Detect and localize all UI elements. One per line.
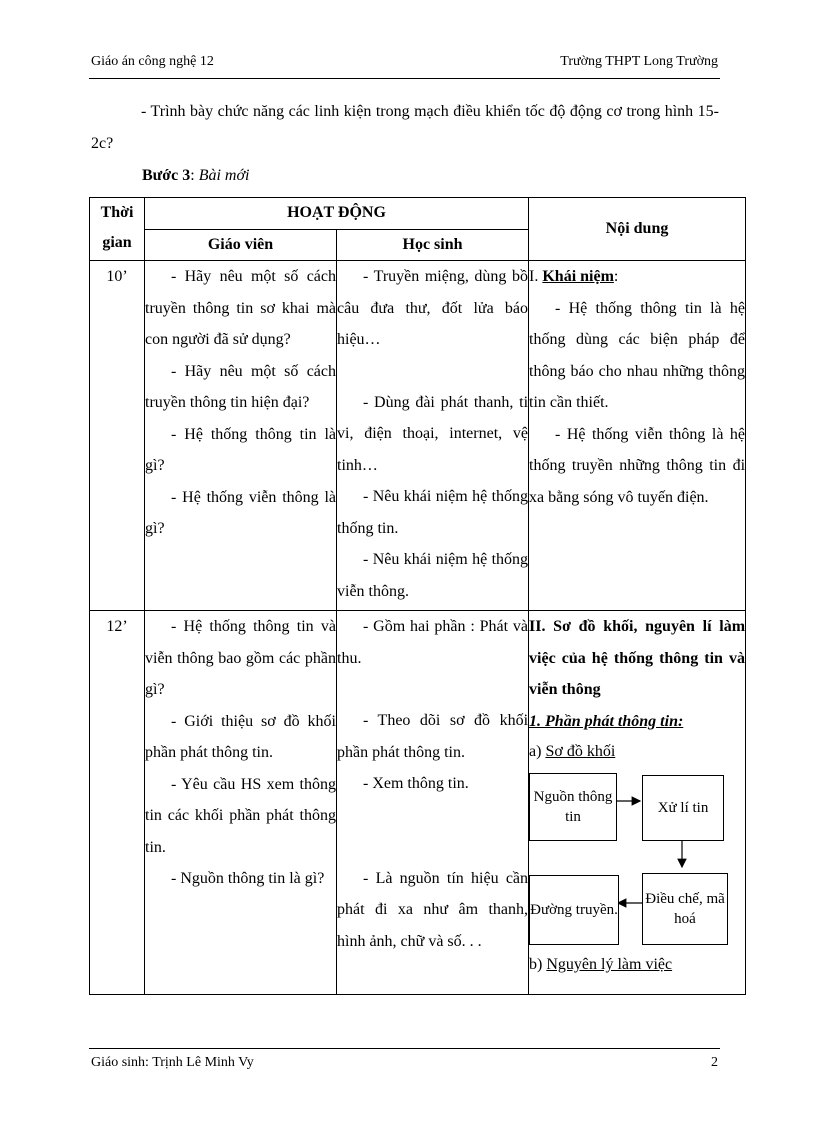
row1-teacher-3: - Hệ thống thông tin là gì? [145, 425, 336, 474]
diagram-label-prefix: a) [529, 743, 546, 760]
principle-label [529, 949, 745, 981]
header-activity: HOẠT ĐỘNG [145, 198, 529, 230]
content-heading-text: Khái niệm [542, 268, 614, 285]
section-title: II. Sơ đồ khối, nguyên lí làm việc của hệ thống thông tin và viễn thông [529, 618, 746, 698]
block-channel: Đường truyền. [529, 875, 619, 945]
step-heading [142, 160, 249, 192]
step-sep: : [190, 167, 199, 184]
header-time [90, 198, 145, 261]
row2-student-2: - Theo dõi sơ đồ khối phần phát thông tin. [337, 712, 529, 761]
row1-teacher-4: - Hệ thống viễn thông là gì? [145, 488, 336, 537]
row2-teacher-2: - Giới thiệu sơ đồ khối phần phát thông tin. [145, 712, 336, 761]
principle-prefix: b) [529, 956, 547, 973]
step-label: Bước 3 [142, 167, 191, 184]
content-heading-1 [529, 261, 745, 293]
row2-time: 12’ [90, 611, 145, 995]
row2-teacher [145, 611, 337, 995]
header-rule [89, 78, 720, 79]
row2-student-3: - Xem thông tin. [363, 775, 469, 792]
intro-question: - Trình bày chức năng các linh kiện trong mạch điều khiển tốc độ động cơ trong hình 15-2c? [91, 103, 719, 152]
content-definition-2: - Hệ thống viễn thông là hệ thống truyền những thông tin đi xa bằng sóng vô tuyến điện. [529, 425, 746, 506]
page-header [91, 54, 718, 74]
block-diagram [529, 769, 745, 945]
row1-student [337, 261, 529, 611]
row2-student [337, 611, 529, 995]
header-course: Giáo án công nghệ 12 [91, 54, 214, 69]
block-process: Xử lí tin [642, 775, 724, 841]
header-teacher: Giáo viên [145, 230, 337, 261]
header-content: Nội dung [529, 198, 746, 261]
row2-teacher-4: - Nguồn thông tin là gì? [171, 870, 325, 887]
footer-author: Giáo sinh: Trịnh Lê Minh Vy [91, 1055, 254, 1070]
row1-teacher-1: - Hãy nêu một số cách truyền thông tin sơ khai mà con người đã sử dụng? [145, 268, 336, 348]
lesson-table [89, 197, 746, 995]
principle-text: Nguyên lý làm việc [546, 956, 673, 973]
row1-teacher-2: - Hãy nêu một số cách truyền thông tin hiện đại? [145, 362, 336, 411]
row2-teacher-3: - Yêu cầu HS xem thông tin các khối phần phát thông tin. [145, 775, 336, 856]
page-number: 2 [711, 1055, 718, 1070]
row1-student-1: - Truyền miệng, dùng bồ câu đưa thư, đốt lửa báo hiệu… [337, 268, 529, 348]
row1-student-3: - Nêu khái niệm hệ thống thống tin. [337, 488, 529, 537]
diagram-label-text: Sơ đồ khối [545, 743, 616, 760]
row2-student-1: - Gồm hai phần : Phát và thu. [337, 618, 529, 667]
page-footer [91, 1055, 718, 1071]
header-school: Trường THPT Long Trường [560, 54, 718, 69]
subsection-title: 1. Phần phát thông tin: [529, 712, 684, 730]
row1-time: 10’ [90, 261, 145, 611]
block-source: Nguồn thông tin [529, 773, 617, 841]
row2-content [529, 611, 746, 995]
row1-content [529, 261, 746, 611]
row2-teacher-1: - Hệ thống thông tin và viễn thông bao gồm các phần gì? [145, 618, 336, 698]
diagram-label [529, 737, 745, 767]
row2-student-4: - Là nguồn tín hiệu cần phát đi xa như âm thanh, hình ảnh, chữ và số. . . [337, 869, 529, 950]
content-heading-colon: : [613, 268, 619, 285]
row1-student-4: - Nêu khái niệm hệ thống viễn thông. [337, 551, 529, 600]
footer-rule [89, 1048, 720, 1049]
row1-teacher [145, 261, 337, 611]
block-modulate: Điều chế, mã hoá [642, 873, 728, 945]
content-heading-num: I. [529, 268, 543, 285]
header-student: Học sinh [337, 230, 529, 261]
header-time-line2: gian [102, 234, 132, 251]
row1-student-2: - Dùng đài phát thanh, ti vi, điện thoại, internet, vệ tinh… [337, 393, 529, 474]
content-definition-1: - Hệ thống thông tin là hệ thống dùng các biện pháp để thông báo cho nhau những thông tin cần thiết. [529, 299, 746, 411]
step-title: Bài mới [198, 167, 250, 184]
header-time-line1: Thời [100, 204, 134, 221]
